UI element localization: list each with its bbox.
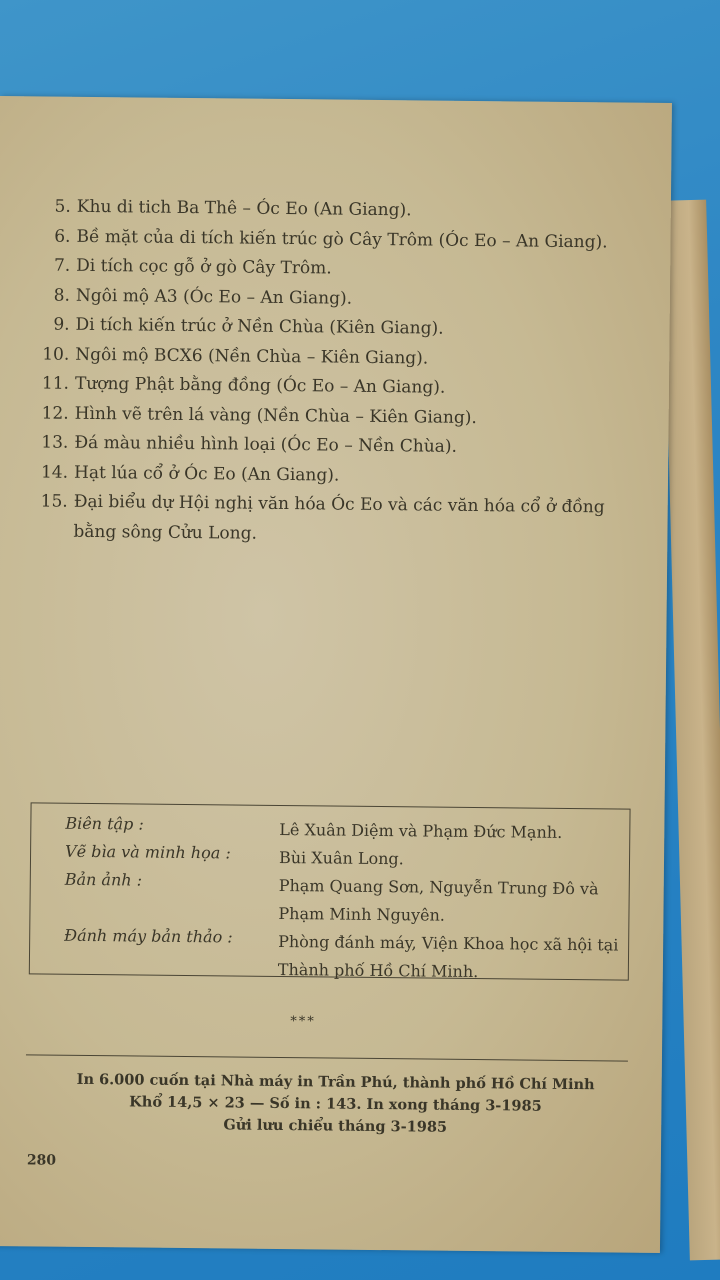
list-item-number: 9. [53,314,70,335]
credit-role: Bản ảnh : [64,869,143,890]
next-page-edge [662,200,720,1261]
credits-box [29,802,631,980]
colophon-print-run: In 6.000 cuốn tại Nhà máy in Trần Phú, thành phố Hồ Chí Minh [76,1070,595,1094]
list-item-number: 5. [54,196,71,217]
credit-role: Biên tập : [65,813,144,834]
credit-role: Đánh máy bản thảo : [64,925,233,947]
list-item-number: 15. [40,491,68,512]
separator-asterisks: *** [290,1014,316,1030]
list-item-text: Bề mặt của di tích kiến trúc gò Cây Trôm (Óc Eo – An Giang). [76,226,608,252]
list-item-text: Đại biểu dự Hội nghị văn hóa Óc Eo và các văn hóa cổ ở đồng bằng sông Cửu Long. [73,491,605,544]
list-item-text: Hình vẽ trên lá vàng (Nền Chùa – Kiên Giang). [74,403,477,428]
credit-name: Lê Xuân Diệm và Phạm Đức Mạnh. [279,819,563,842]
credit-name: Bùi Xuân Long. [278,847,404,869]
list-item-text: Tượng Phật bằng đồng (Óc Eo – An Giang). [74,373,446,398]
book-page [0,96,672,1253]
page-number: 280 [26,1152,57,1169]
list-item-text: Di tích kiến trúc ở Nền Chùa (Kiên Giang). [75,314,444,339]
list-item-text: Ngôi mộ BCX6 (Nền Chùa – Kiên Giang). [75,344,429,368]
credit-role: Vẽ bìa và minh họa : [64,841,231,863]
list-item-number: 6. [54,226,71,247]
list-item-number: 7. [53,255,71,276]
list-item [31,487,652,552]
list-item-text: Khu di tich Ba Thê – Óc Eo (An Giang). [76,196,412,221]
credit-name: Phạm Quang Sơn, Nguyễn Trung Đô và Phạm Minh Nguyên. [278,875,599,925]
colophon [45,1069,626,1141]
credit-row [65,813,625,842]
list-item-number: 12. [41,402,69,424]
colophon-rule [26,1054,628,1061]
list-item-number: 8. [53,285,71,306]
list-item-number: 10. [42,343,70,365]
list-item-text: Hạt lúa cổ ở Óc Eo (An Giang). [73,462,340,486]
list-item-text: Di tích cọc gỗ ở gò Cây Trôm. [76,255,332,279]
credit-name: Phòng đánh máy, Viện Khoa học xã hội tại Thành phố Hồ Chí Minh. [277,931,619,982]
list-item-number: 14. [40,461,69,483]
colophon-format: Khổ 14,5 × 23 — Số in : 143. In xong tháng 3-1985 [129,1093,542,1115]
list-item-number: 11. [41,373,70,394]
illustration-list [31,192,655,552]
list-item-text: Ngôi mộ A3 (Óc Eo – An Giang). [75,285,353,309]
list-item-number: 13. [41,432,69,453]
list-item-text: Đá màu nhiều hình loại (Óc Eo – Nền Chùa). [74,432,458,457]
colophon-deposit: Gửi lưu chiểu tháng 3-1985 [223,1116,448,1136]
